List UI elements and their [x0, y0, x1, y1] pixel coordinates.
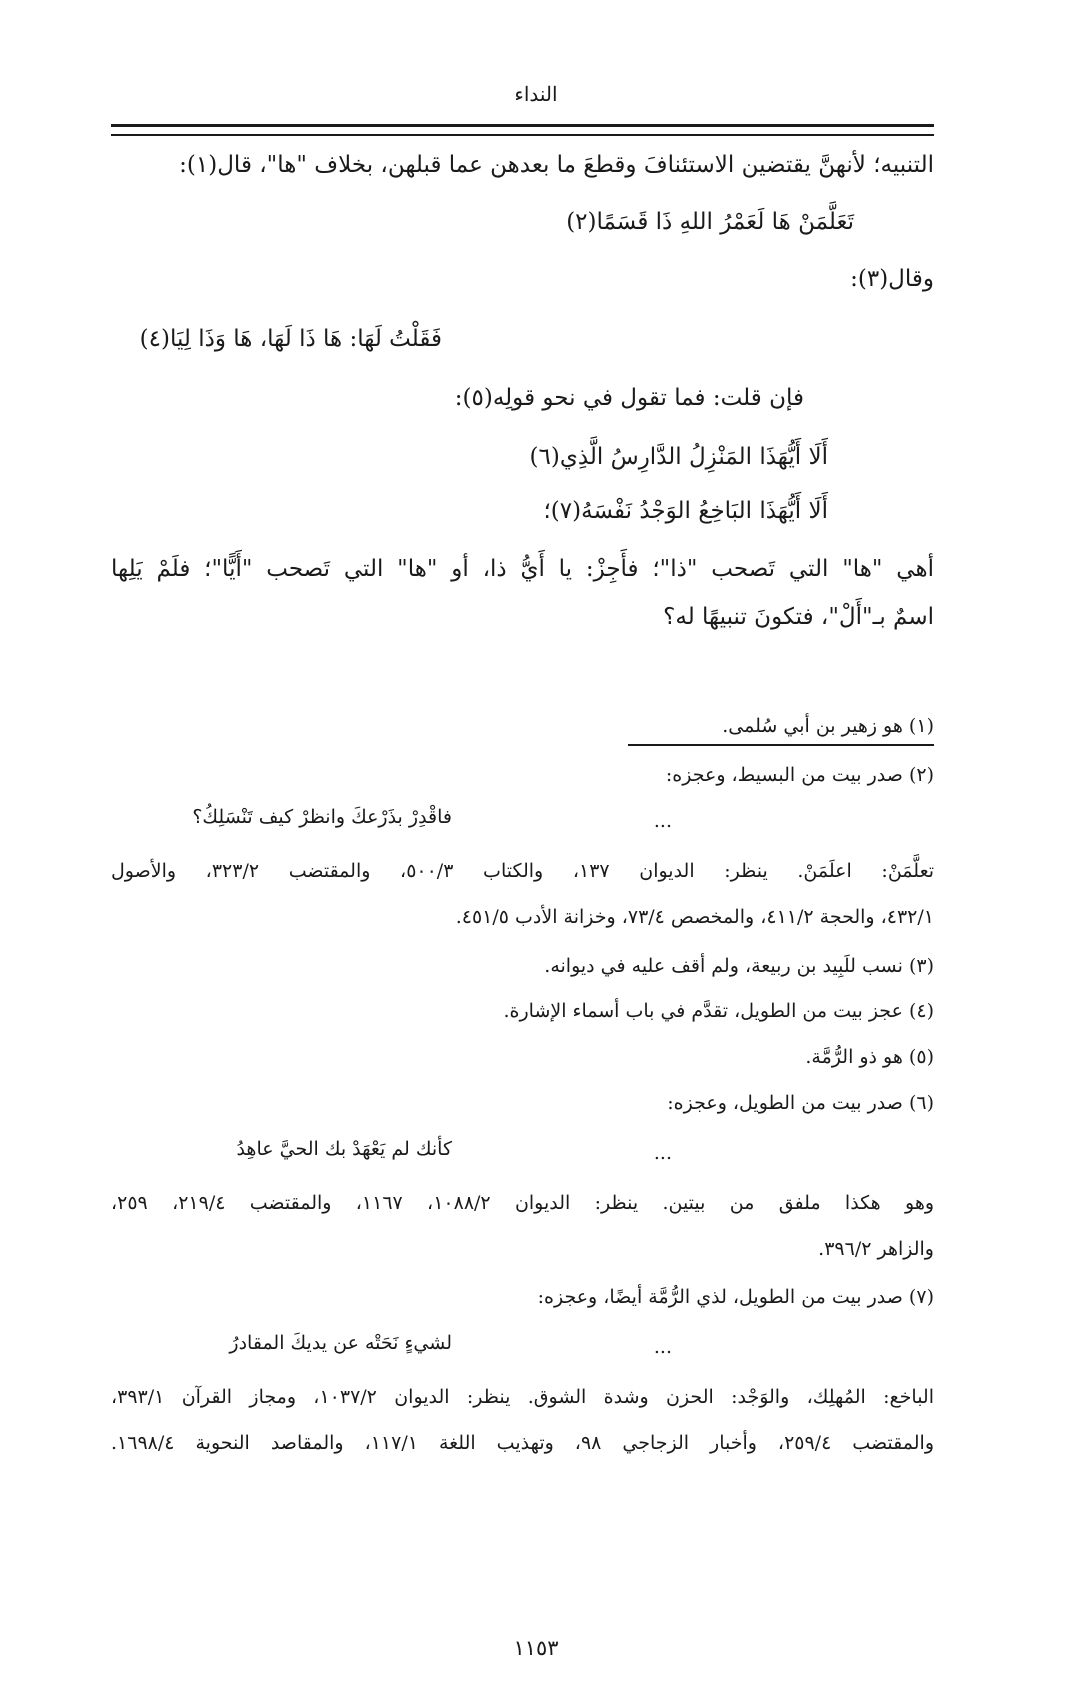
- footnote-6-dots: ...: [653, 1142, 672, 1164]
- footnote-7: (٧) صدر بيت من الطويل، لذي الرُّمَّة أيضًا، وعجزه:: [537, 1286, 934, 1308]
- main-line-5: اسمٌ بـ"أَلْ"، فتكونَ تنبيهًا له؟: [663, 604, 934, 630]
- verse-2: فَقَلْتُ لَهَا: هَا ذَا لَهَا، هَا وَذَا لِيَا(٤): [139, 326, 442, 352]
- footnote-7-line-1: الباخع: المُهلِك، والوَجْد: الحزن وشدة الشوق. ينظر: الديوان ١٠٣٧/٢، ومجاز القرآن ٣٩٣/١،: [111, 1386, 934, 1408]
- footnote-2: (٢) صدر بيت من البسيط، وعجزه:: [665, 764, 934, 786]
- footnote-4: (٤) عجز بيت من الطويل، تقدَّم في باب أسماء الإشارة.: [503, 1000, 934, 1022]
- verse-4: أَلَا أَيُّهَذَا البَاخِعُ الوَجْدُ نَفْسَهُ(٧)؛: [543, 498, 828, 524]
- footnote-2-verse: فاقْدِرْ بذَرْعكَ وانظرْ كيف تَنْسَلِكُ؟: [192, 806, 452, 828]
- footnote-separator: [628, 744, 934, 746]
- footnote-2-dots: ...: [653, 810, 672, 832]
- page-number: ١١٥٣: [513, 1636, 559, 1660]
- running-header: النداء: [514, 82, 558, 106]
- main-line-1: التنبيه؛ لأنهنَّ يقتضين الاستئنافَ وقطعَ ما بعدهن عما قبلهن، بخلاف "ها"، قال(١):: [179, 152, 934, 178]
- footnote-2-line-1: تعلَّمَنْ: اعلَمَنْ. ينظر: الديوان ١٣٧، والكتاب ٥٠٠/٣، والمقتضب ٣٢٣/٢، والأصول: [111, 860, 935, 882]
- footnote-3: (٣) نسب للَبِيد بن ربيعة، ولم أقف عليه في ديوانه.: [544, 955, 934, 977]
- verse-3: أَلَا أَيُّهَذَا المَنْزِلُ الدَّارِسُ الَّذِي(٦): [529, 444, 828, 470]
- footnote-7-line-2: والمقتضب ٢٥٩/٤، وأخبار الزجاجي ٩٨، وتهذيب اللغة ١١٧/١، والمقاصد النحوية ١٦٩٨/٤.: [111, 1432, 935, 1454]
- footnote-6-verse: كأنك لم يَعْهَدْ بك الحيَّ عاهِدُ: [236, 1138, 452, 1160]
- footnote-5: (٥) هو ذو الرُّمَّة.: [805, 1046, 934, 1068]
- main-line-3: فإن قلت: فما تقول في نحو قولِه(٥):: [454, 385, 804, 411]
- footnote-7-dots: ...: [653, 1336, 672, 1358]
- header-rule-thick: [111, 124, 934, 127]
- footnote-1: (١) هو زهير بن أبي سُلمى.: [722, 715, 934, 737]
- main-line-2: وقال(٣):: [850, 266, 934, 292]
- main-line-4: أهي "ها" التي تَصحب "ذا"؛ فأَجِزْ: يا أَيُّ ذا، أو "ها" التي تَصحب "أَيًّا"؛ فلَمْ يَلِها: [111, 556, 934, 582]
- footnote-6: (٦) صدر بيت من الطويل، وعجزه:: [667, 1092, 934, 1114]
- footnote-7-verse: لشيءٍ نَحَتْه عن يديكَ المقادرُ: [229, 1332, 452, 1354]
- header-rule-thin: [111, 134, 934, 136]
- verse-1: تَعَلَّمَنْ هَا لَعَمْرُ اللهِ ذَا قَسَمًا(٢): [566, 209, 854, 235]
- footnote-6-line-1: وهو هكذا ملفق من بيتين. ينظر: الديوان ١٠٨٨/٢، ١١٦٧، والمقتضب ٢١٩/٤، ٢٥٩،: [111, 1192, 935, 1214]
- footnote-2-line-2: ٤٣٢/١، والحجة ٤١١/٢، والمخصص ٧٣/٤، وخزانة الأدب ٤٥١/٥.: [455, 906, 934, 928]
- footnote-6-line-2: والزاهر ٣٩٦/٢.: [818, 1238, 934, 1260]
